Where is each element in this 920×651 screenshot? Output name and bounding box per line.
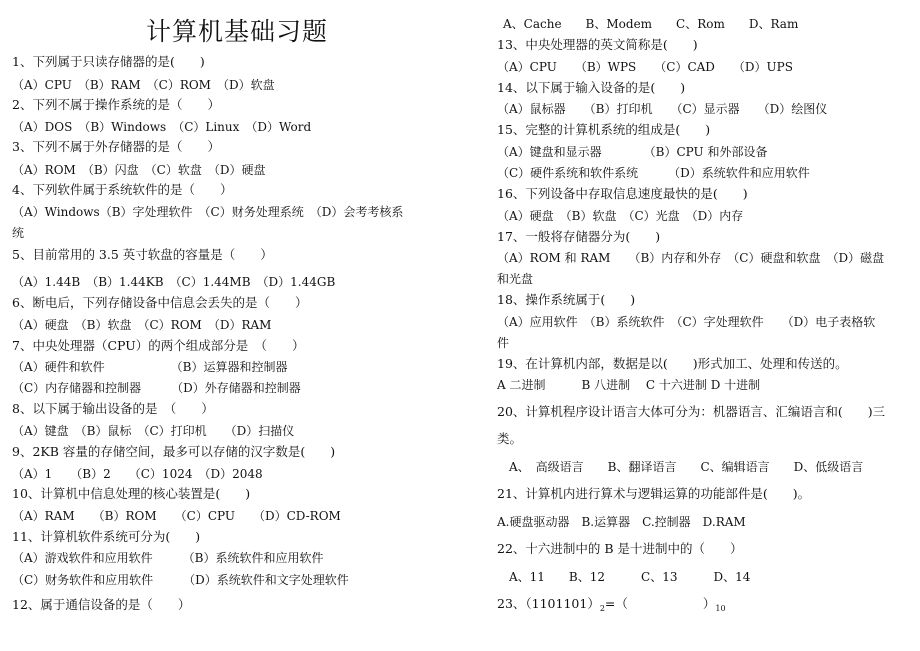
options-17-wrap: 和光盘 <box>497 272 534 286</box>
question-23-blank: =（ ） <box>604 596 716 611</box>
question-21: 21、计算机内进行算术与逻辑运算的功能部件是( )。 <box>497 486 811 501</box>
options-14: （A）鼠标器 （B）打印机 （C）显示器 （D）绘图仪 <box>497 102 828 116</box>
question-22: 22、十六进制中的 B 是十进制中的（ ） <box>497 541 743 556</box>
options-8: （A）键盘 （B）鼠标 （C）打印机 （D）扫描仪 <box>12 424 295 438</box>
options-4: （A）Windows（B）字处理软件 （C）财务处理系统 （D）会考考核系 <box>12 205 404 219</box>
options-5: （A）1.44B （B）1.44KB （C）1.44MB （D）1.44GB <box>12 275 336 289</box>
options-4-wrap: 统 <box>12 226 25 240</box>
options-20: A、 高级语言 B、翻译语言 C、编辑语言 D、低级语言 <box>497 460 864 474</box>
question-13: 13、中央处理器的英文简称是( ) <box>497 37 698 52</box>
options-10: （A）RAM （B）ROM （C）CPU （D）CD-ROM <box>12 509 341 523</box>
options-3: （A）ROM （B）闪盘 （C）软盘 （D）硬盘 <box>12 163 266 177</box>
question-14: 14、以下属于输入设备的是( ) <box>497 80 686 95</box>
options-11-cd: （C）财务软件和应用软件 （D）系统软件和文字处理软件 <box>12 573 349 587</box>
question-20: 20、计算机程序设计语言大体可分为：机器语言、汇编语言和( )三 <box>497 404 886 419</box>
question-4: 4、下列软件属于系统软件的是（ ） <box>12 182 233 197</box>
question-16: 16、下列设备中存取信息速度最快的是( ) <box>497 186 748 201</box>
options-2: （A）DOS （B）Windows （C）Linux （D）Word <box>12 120 312 134</box>
options-12: A、Cache B、Modem C、Rom D、Ram <box>503 17 799 31</box>
question-1: 1、下列属于只读存储器的是( ) <box>12 54 205 69</box>
question-8: 8、以下属于输出设备的是 （ ） <box>12 401 214 416</box>
question-20-wrap: 类。 <box>497 431 523 446</box>
options-18: （A）应用软件 （B）系统软件 （C）字处理软件 （D）电子表格软 <box>497 315 876 329</box>
question-23 <box>497 596 726 617</box>
question-3: 3、下列不属于外存储器的是（ ） <box>12 139 220 154</box>
options-9: （A）1 （B）2 （C）1024 （D）2048 <box>12 467 263 481</box>
options-19: A 二进制 B 八进制 C 十六进制 D 十进制 <box>497 378 761 392</box>
subscript-base-2: 2 <box>599 604 605 613</box>
question-19: 19、在计算机内部，数据是以( )形式加工、处理和传送的。 <box>497 356 848 371</box>
question-18: 18、操作系统属于( ) <box>497 292 636 307</box>
page-title: 计算机基础习题 <box>145 17 328 46</box>
options-15-ab: （A）键盘和显示器 （B）CPU 和外部设备 <box>497 145 768 159</box>
options-17: （A）ROM 和 RAM （B）内存和外存 （C）硬盘和软盘 （D）磁盘 <box>497 251 885 265</box>
question-15: 15、完整的计算机系统的组成是( ) <box>497 122 711 137</box>
options-7-cd: （C）内存储器和控制器 （D）外存储器和控制器 <box>12 381 301 395</box>
question-23-prefix: 23、（1101101） <box>497 596 600 611</box>
question-17: 17、一般将存储器分为( ) <box>497 229 661 244</box>
question-9: 9、2KB 容量的存储空间，最多可以存储的汉字数是( ) <box>12 444 336 459</box>
question-12: 12、属于通信设备的是（ ） <box>12 597 191 612</box>
question-10: 10、计算机中信息处理的核心装置是( ) <box>12 486 251 501</box>
options-22: A、11 B、12 C、13 D、14 <box>497 570 751 584</box>
options-16: （A）硬盘 （B）软盘 （C）光盘 （D）内存 <box>497 209 744 223</box>
question-2: 2、下列不属于操作系统的是（ ） <box>12 97 220 112</box>
options-13: （A）CPU （B）WPS （C）CAD （D）UPS <box>497 60 793 74</box>
options-11-ab: （A）游戏软件和应用软件 （B）系统软件和应用软件 <box>12 551 324 565</box>
options-21: A.硬盘驱动器 B.运算器 C.控制器 D.RAM <box>497 515 746 529</box>
options-6: （A）硬盘 （B）软盘 （C）ROM （D）RAM <box>12 318 272 332</box>
options-1: （A）CPU （B）RAM （C）ROM （D）软盘 <box>12 78 275 92</box>
options-7-ab: （A）硬件和软件 （B）运算器和控制器 <box>12 360 288 374</box>
options-18-wrap: 件 <box>497 336 510 350</box>
question-6: 6、断电后，下列存储设备中信息会丢失的是（ ） <box>12 295 308 310</box>
question-7: 7、中央处理器（CPU）的两个组成部分是 （ ） <box>12 338 305 353</box>
options-15-cd: （C）硬件系统和软件系统 （D）系统软件和应用软件 <box>497 166 810 180</box>
subscript-base-10: 10 <box>715 604 726 613</box>
question-5: 5、目前常用的 3.5 英寸软盘的容量是（ ） <box>12 247 273 262</box>
question-11: 11、计算机软件系统可分为( ) <box>12 529 201 544</box>
